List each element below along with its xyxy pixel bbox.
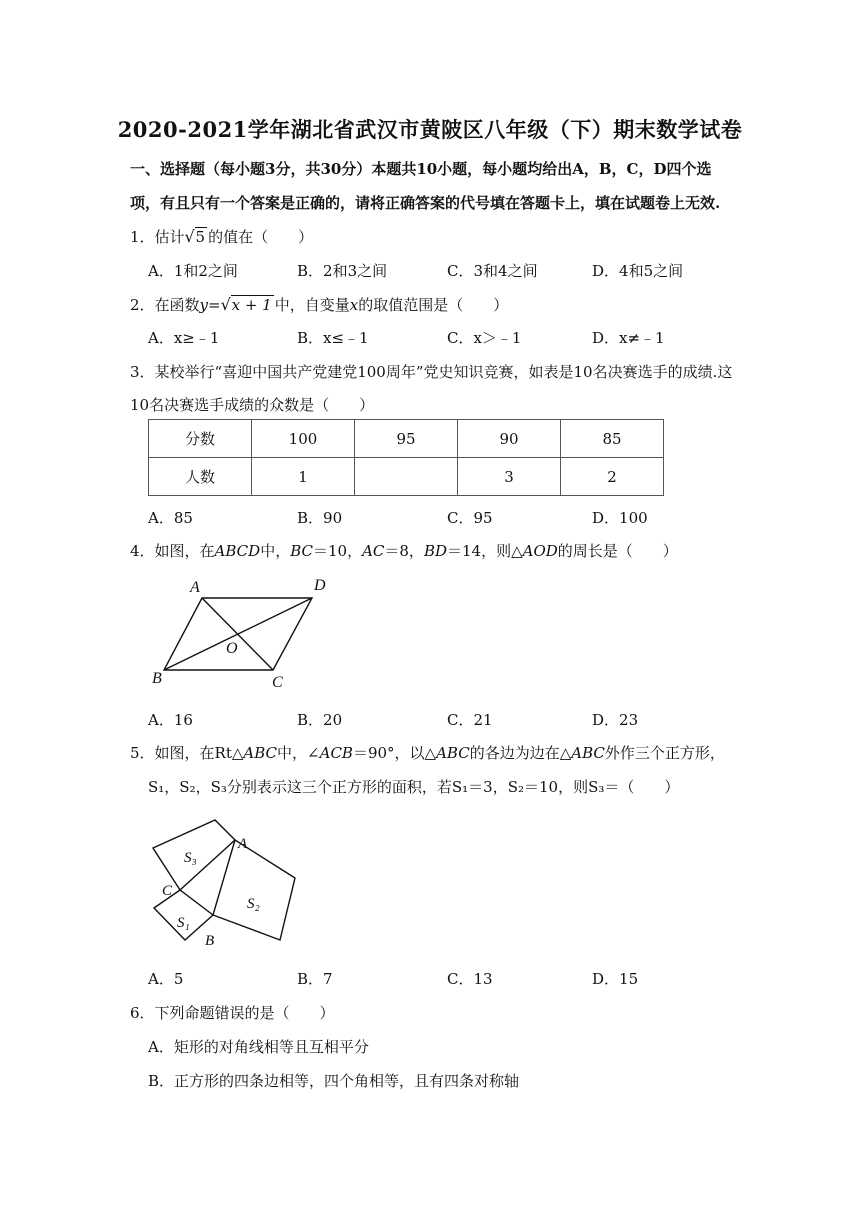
label-o: O [226, 640, 238, 657]
q5-text: ＝90°，以△ [352, 744, 437, 762]
table-cell: 2 [561, 458, 664, 496]
question-5-stem-line2: S₁，S₂，S₃分别表示这三个正方形的面积，若S₁＝3，S₂＝10，则S₃＝（ ） [148, 778, 680, 796]
q4-text: 的周长是（ ） [557, 542, 678, 560]
q2-option-c: C．x＞﹣1 [447, 329, 522, 347]
label-b: B [152, 670, 162, 687]
diagonal-bd [164, 598, 312, 670]
label-c: C [272, 674, 283, 691]
q2-y: y [199, 296, 209, 314]
question-3-stem-line2: 10名决赛选手成绩的众数是（ ） [130, 396, 375, 414]
question-6-stem: 6．下列命题错误的是（ ） [130, 1004, 335, 1022]
q3-option-c: C．95 [447, 509, 493, 527]
section-instructions-line1: 一、选择题（每小题3分，共30分）本题共10小题，每小题均给出A，B，C，D四个选 [130, 160, 712, 178]
q5-abc: ABC [436, 744, 470, 762]
q2-mid: 中，自变量 [274, 296, 350, 314]
q4-bc: BC [290, 542, 313, 560]
table-cell: 3 [458, 458, 561, 496]
q2-eq: = [208, 296, 221, 314]
q4-text: 中， [260, 542, 291, 560]
label-s1: S₁ [177, 915, 190, 931]
label-a: A [190, 579, 200, 596]
q4-text: 4．如图，在 [130, 542, 215, 560]
q4-text: ＝8， [384, 542, 424, 560]
label-c: C [162, 883, 173, 899]
question-3-stem-line1: 3．某校举行“喜迎中国共产党建党100周年”党史知识竞赛，如表是10名决赛选手的成绩.这 [130, 363, 733, 381]
q2-option-d: D．x≠﹣1 [592, 329, 665, 347]
square-s2 [213, 840, 295, 940]
question-1-stem [130, 226, 313, 247]
score-table [148, 419, 664, 496]
q1-option-d: D．4和5之间 [592, 262, 684, 280]
page-title: 2020-2021学年湖北省武汉市黄陂区八年级（下）期末数学试卷 [117, 117, 743, 142]
q5-text: 的各边为边在△ [469, 744, 572, 762]
q5-acb: ACB [319, 744, 353, 762]
table-cell [355, 458, 458, 496]
table-cell: 85 [561, 420, 664, 458]
parallelogram-figure [140, 570, 340, 695]
q5-text: 外作三个正方形， [604, 744, 725, 762]
table-cell: 人数 [149, 458, 252, 496]
q4-ac: AC [362, 542, 385, 560]
q4-option-a: A．16 [148, 711, 193, 729]
q4-option-b: B．20 [297, 711, 343, 729]
squares-figure [140, 800, 315, 960]
q3-option-a: A．85 [148, 509, 193, 527]
table-row [149, 458, 664, 496]
q2-option-a: A．x≥﹣1 [148, 329, 220, 347]
q2-option-b: B．x≤﹣1 [297, 329, 369, 347]
label-s3: S₃ [184, 850, 197, 866]
table-row [149, 420, 664, 458]
question-5-stem-line1 [130, 742, 725, 763]
q1-option-a: A．1和2之间 [148, 262, 238, 280]
table-cell: 分数 [149, 420, 252, 458]
q5-text: 中，∠ [277, 744, 320, 762]
q2-prefix: 2．在函数 [130, 296, 200, 314]
sqrt-symbol [222, 296, 274, 314]
q1-radicand: 5 [195, 228, 206, 246]
q3-option-b: B．90 [297, 509, 343, 527]
table-cell: 95 [355, 420, 458, 458]
q4-text: ＝14，则△ [447, 542, 523, 560]
label-b: B [205, 933, 215, 949]
q5-option-a: A．5 [148, 970, 184, 988]
q3-option-d: D．100 [592, 509, 648, 527]
q4-aod: AOD [522, 542, 558, 560]
q4-option-c: C．21 [447, 711, 493, 729]
sqrt-symbol [186, 228, 208, 246]
q1-prefix: 1．估计 [130, 228, 185, 246]
q1-option-c: C．3和4之间 [447, 262, 538, 280]
q2-radicand: x + 1 [231, 296, 272, 314]
q1-suffix: 的值在（ ） [208, 228, 314, 246]
label-s2: S₂ [247, 896, 260, 912]
q5-abc: ABC [571, 744, 605, 762]
q6-option-b: B．正方形的四条边相等，四个角相等，且有四条对称轴 [148, 1072, 520, 1090]
q4-text: ＝10， [312, 542, 363, 560]
q6-option-a: A．矩形的对角线相等且互相平分 [148, 1038, 369, 1056]
q5-abc: ABC [243, 744, 278, 762]
table-cell: 90 [458, 420, 561, 458]
question-2-stem [130, 294, 508, 315]
table-cell: 100 [252, 420, 355, 458]
table-cell: 1 [252, 458, 355, 496]
q4-shape: ABCD [214, 542, 261, 560]
q4-bd: BD [423, 542, 447, 560]
q5-option-d: D．15 [592, 970, 639, 988]
q2-var: x [349, 296, 359, 314]
q4-option-d: D．23 [592, 711, 639, 729]
q2-suffix: 的取值范围是（ ） [358, 296, 509, 314]
q5-text: 5．如图，在Rt△ [130, 744, 244, 762]
q1-option-b: B．2和3之间 [297, 262, 388, 280]
label-a: A [238, 836, 248, 852]
label-d: D [314, 577, 326, 594]
q5-option-b: B．7 [297, 970, 333, 988]
q5-option-c: C．13 [447, 970, 493, 988]
question-4-stem [130, 540, 678, 561]
section-instructions-line2: 项，有且只有一个答案是正确的，请将正确答案的代号填在答题卡上，填在试题卷上无效. [130, 194, 721, 212]
